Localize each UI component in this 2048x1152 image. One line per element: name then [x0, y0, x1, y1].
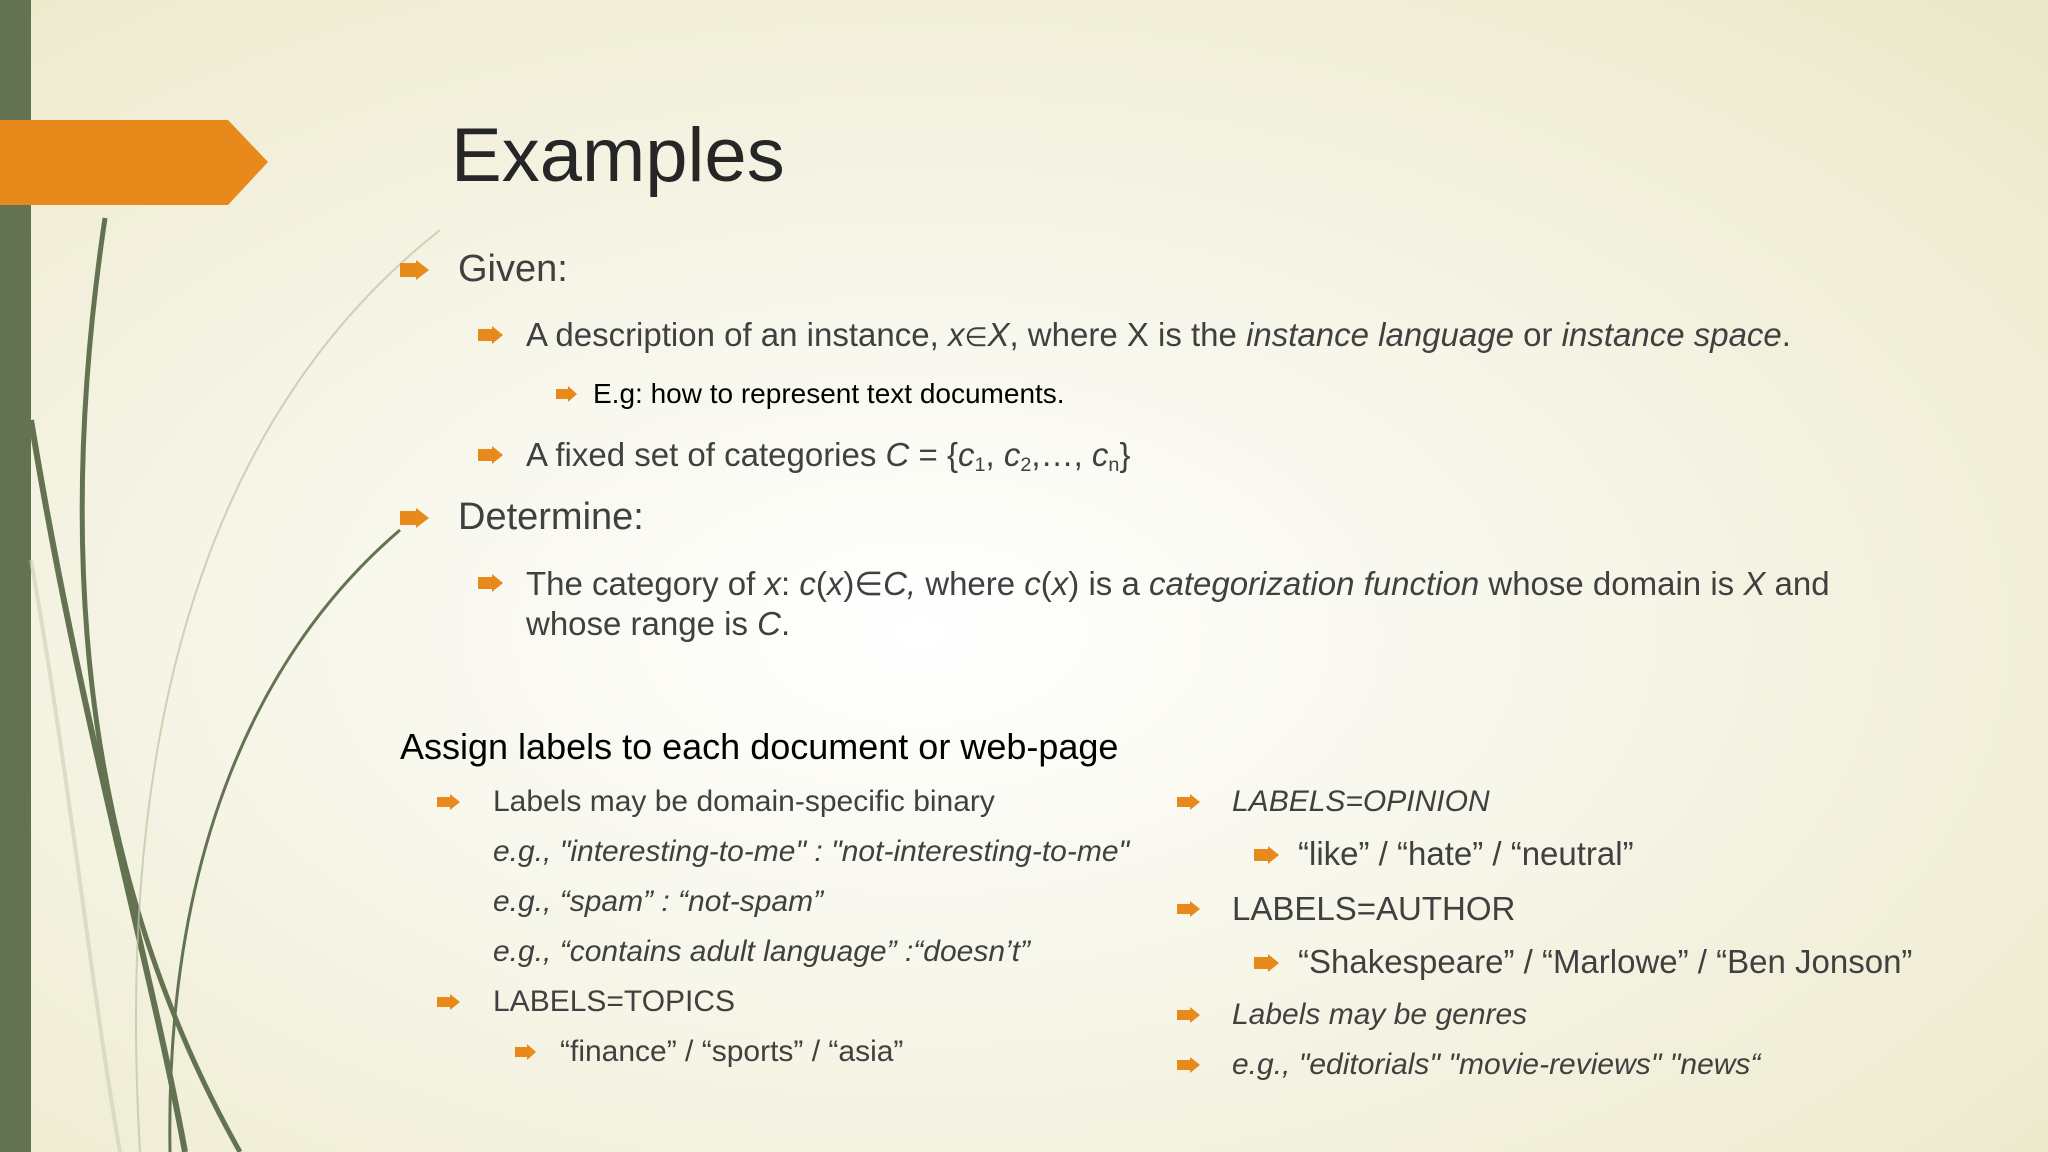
label-list-item-text: “finance” / “sports” / “asia”: [560, 1035, 904, 1068]
arrow-bullet-icon: [478, 574, 504, 592]
page-title: Examples: [451, 113, 785, 198]
label-list-item-text: e.g., "interesting-to-me" : "not-interesting-to-me": [493, 835, 1130, 868]
arrow-bullet-icon: [400, 260, 430, 280]
arrow-bullet-icon: [1177, 901, 1201, 917]
arrow-bullet-icon: [556, 386, 578, 402]
arrow-bullet-icon: [1177, 1057, 1201, 1073]
label-list-item-text: e.g., “contains adult language” :“doesn’t”: [493, 935, 1030, 968]
label-list-item-text: e.g., "editorials" "movie-reviews" "news“: [1232, 1048, 1761, 1081]
arrow-bullet-icon: [1177, 794, 1201, 810]
arrow-bullet-icon: [478, 446, 504, 464]
label-list-item-text: LABELS=OPINION: [1232, 785, 1490, 818]
arrow-bullet-icon: [515, 1044, 537, 1060]
determine-line-1: The category of x: c(x)∈C, where c(x) is a categorization function whose domain is X and: [526, 565, 1830, 602]
label-list-item-text: Labels may be genres: [1232, 998, 1528, 1031]
given-sub-item-text: E.g: how to represent text documents.: [593, 378, 1065, 409]
given-label: Given:: [458, 248, 568, 290]
arrow-bullet-icon: [437, 994, 461, 1010]
label-list-item-text: “Shakespeare” / “Marlowe” / “Ben Jonson”: [1298, 943, 1913, 980]
categories-text: A fixed set of categories $C = \{c_1$, $c_2,\dots$, $c_n$}: [526, 436, 1131, 476]
label-list-item-text: “like” / “hate” / “neutral”: [1298, 835, 1634, 872]
arrow-bullet-icon: [1254, 846, 1280, 864]
arrow-bullet-icon: [478, 326, 504, 344]
arrow-bullet-icon: [1177, 1007, 1201, 1023]
arrow-bullet-icon: [1254, 954, 1280, 972]
label-list-item-text: LABELS=AUTHOR: [1232, 890, 1516, 927]
label-list-item-text: e.g., “spam” : “not-spam”: [493, 885, 824, 918]
label-list-item-text: Labels may be domain-specific binary: [493, 785, 995, 818]
assign-heading: Assign labels to each document or web-page: [400, 726, 1119, 767]
given-item-text: A description of an instance, x∈X, where X is the instance language or instance space.: [526, 316, 1791, 353]
determine-label: Determine:: [458, 496, 644, 538]
label-list-item-text: LABELS=TOPICS: [493, 985, 736, 1018]
arrow-bullet-icon: [437, 794, 461, 810]
title-tab-arrow: [0, 120, 270, 205]
determine-line-2: whose range is C.: [526, 605, 791, 642]
arrow-bullet-icon: [400, 508, 430, 528]
